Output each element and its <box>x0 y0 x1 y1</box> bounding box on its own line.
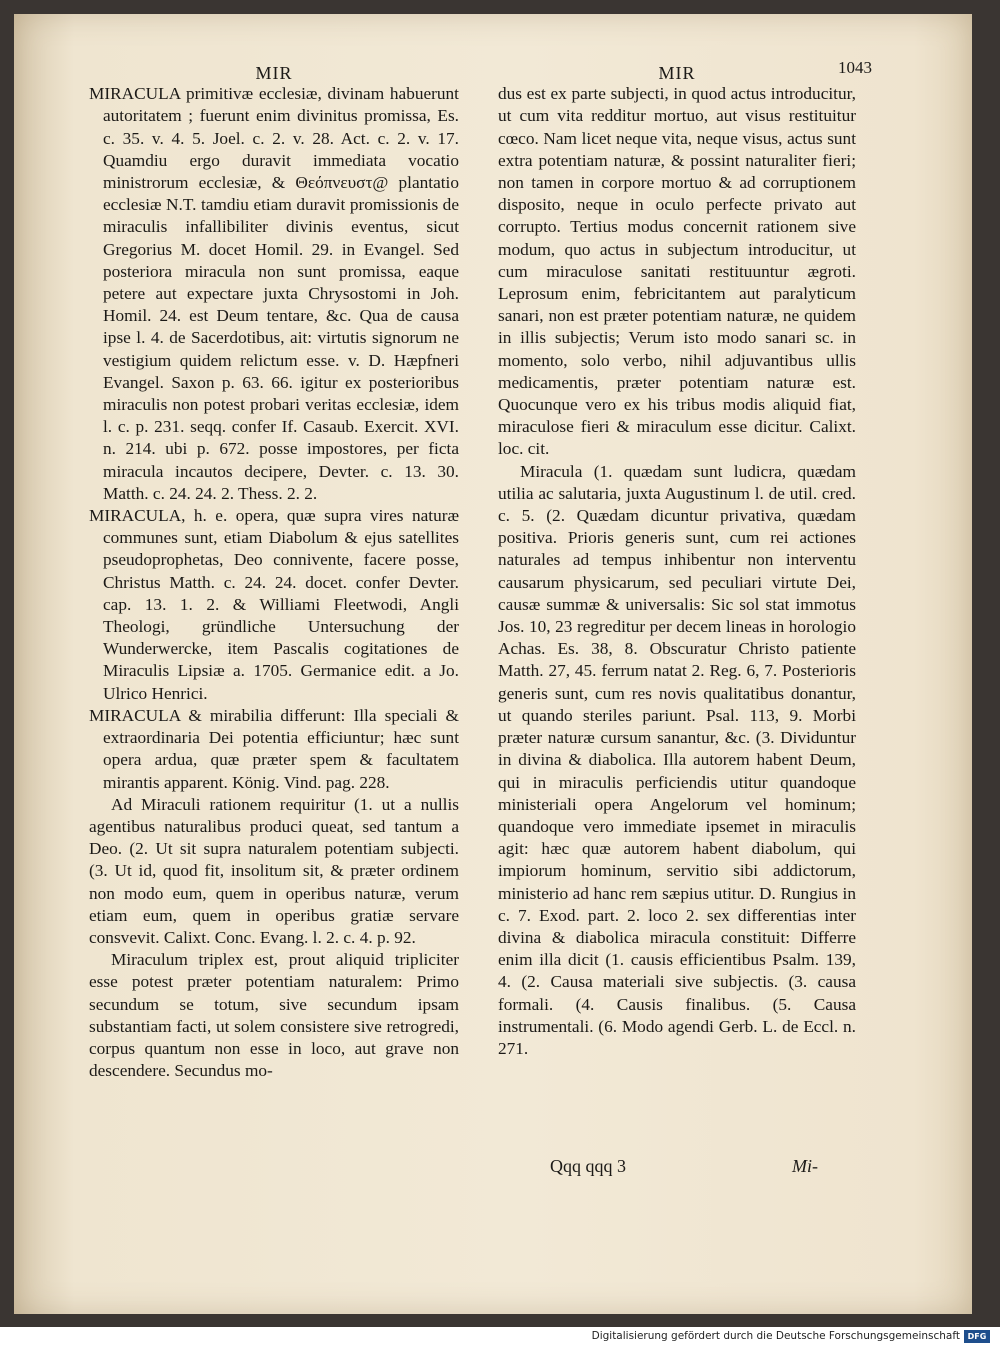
book-page <box>14 14 972 1314</box>
right-column <box>498 62 856 1060</box>
left-column <box>89 62 459 1082</box>
running-head-left: MIR <box>255 63 293 83</box>
page-number: 1043 <box>838 58 872 77</box>
signature-mark: Qqq qqq 3 <box>550 1156 626 1176</box>
entry-paragraph: Miraculum triplex est, prout aliquid tripliciter esse potest præter potentiam naturalem: Primo secundum se totum, sive secundum ipsam substantiam facti, ut solem consistere sive retrogredi, corpus quantum non esse in loco, aut grave non descendere. Secundus mo- <box>89 950 459 1081</box>
entry-paragraph: Ad Miraculi rationem requiritur (1. ut a nullis agentibus naturalibus produci queat, sed tantum a Deo. (2. Ut sit supra naturalem potentiam subjecti. (3. Ut id, quod fit, insolitum sit, & præter ordinem non modo eum, quem in operibus naturæ, verum etiam eum, quem in operibus gratiæ servare consvevit. Calixt. Conc. Evang. l. 2. c. 4. p. 92. <box>89 794 459 947</box>
dfg-logo-icon: DFG <box>964 1330 990 1343</box>
entry-paragraph: MIRACULA, h. e. opera, quæ supra vires naturæ communes sunt, etiam Diabolum & ejus satellites pseudoprophetas, Deo connivente, facere posse, Christus Matth. c. 24. 24. docet. confer Devter. cap. 13. 1. 2. & Williami Fleetwodi, Angli Theologi, gründliche Untersuchung der Wunderwercke, item Pascalis cogitationes de Miraculis Lipsiæ a. 1705. Germanice edit. a Jo. Ulrico Henrici. <box>89 506 459 703</box>
catchword: Mi- <box>792 1156 818 1176</box>
footer-bar <box>0 1327 1000 1347</box>
entry-paragraph: Miracula (1. quædam sunt ludicra, quædam utilia ac salutaria, juxta Augustinum l. de util. cred. c. 5. (2. Quædam dicuntur privativa, quædam positiva. Prioris generis sunt, cum rei actiones naturales ad tempus inhibentur non interventu causarum physicarum, sed peculiari virtute Dei, causæ summæ & universalis: Sic sol stat immotus Jos. 10, 23 regreditur per decem lineas in horologio Achas. Es. 38, 8. Obscuratur Christo patiente Matth. 27, 45. ferrum natat 2. Reg. 6, 7. Posterioris generis sunt, cum res novis qualitatibus donantur, ut quando steriles pariunt. Psal. 113, 9. Morbi præter naturæ cursum sanantur, &c. (3. Dividuntur in divina & diabolica. Illa autorem habent Deum, qui in miraculis perficiendis utitur quandoque ministeriali opera Angelorum vel hominum; quandoque vero immediate ipsemet in miraculis agit: hæc quæ autorem habent diabolum, qui impiorum hominum, servitio sibi addictorum, ministerio ad hanc rem sæpius utitur. D. Rungius in c. 7. Exod. part. 2. loco 2. sex differentias inter divina & diabolica miracula constituit: Differre enim illa dicit (1. causis efficientibus Psalm. 139, 4. (2. Causa materiali sive subjectis. (3. causa formali. (4. Causis finalibus. (5. Causa instrumentali. (6. Modo agendi Gerb. L. de Eccl. n. 271. <box>498 461 856 1058</box>
entry-paragraph: MIRACULA primitivæ ecclesiæ, divinam habuerunt autoritatem ; fuerunt enim divinitus promissa, Es. c. 35. v. 4. 5. Joel. c. 2. v. 28. Act. c. 2. v. 17. Quamdiu ergo duravit immediata vocatio ministrorum ecclesiæ, & Θεόπνευστ@ plantatio ecclesiæ N.T. tamdiu etiam duravit promissionis de miraculis infallibiliter divinis eventus, sicut Gregorius M. docet Homil. 29. in Evangel. Sed posteriora miracula non sunt promissa, eaque petere aut expectare juxta Chrysostomi in Joh. Homil. 24. est Deum tentare, &c. Qua de causa ipse l. 4. de Sacerdotibus, ait: virtutis signorum ne vestigium quidem relictum esse. v. D. Hæpfneri Evangel. Saxon p. 63. 66. igitur ex posterioribus miraculis non potest probari veritas ecclesiæ, idem l. c. p. 231. seqq. confer If. Casaub. Exercit. XVI. n. 214. ubi p. 672. posse impostores, per ficta miracula incautos decipere, Devter. c. 13. 30. Matth. c. 24. 24. 2. Thess. 2. 2. <box>89 84 459 503</box>
entry-paragraph: dus est ex parte subjecti, in quod actus introducitur, ut cum vita redditur mortuo, aut visus restituitur cœco. Nam licet neque vita, neque visus, actus sunt extra potentiam naturæ, & possint naturaliter fieri; non tamen in corpore mortuo & ad corruptionem disposito, neque in oculo perfecte privato aut corrupto. Tertius modus concernit rationem sive modum, quo actus in subjectum introducitur, ut cum miraculose sanitati restituuntur ægroti. Leprosum enim, febricitantem aut paralyticum sanari, non est præter potentiam naturæ, ne quidem in illis subjectis; Verum isto modo sanari sc. in momento, solo verbo, nihil adjuvantibus ullis medicamentis, præter potentiam naturæ est. Quocunque vero ex his tribus modis aliquid fiat, miraculose fieri & miraculum esse dicitur. Calixt. loc. cit. <box>498 84 856 459</box>
entry-paragraph: MIRACULA & mirabilia differunt: Illa speciali & extraordinaria Dei potentia efficiuntur; hæc sunt opera ardua, quæ præter spem & facultatem mirantis apparent. König. Vind. pag. 228. <box>89 705 459 792</box>
footer-credit: Digitalisierung gefördert durch die Deutsche Forschungsgemeinschaft <box>591 1330 960 1342</box>
running-head-right: MIR <box>658 63 696 83</box>
